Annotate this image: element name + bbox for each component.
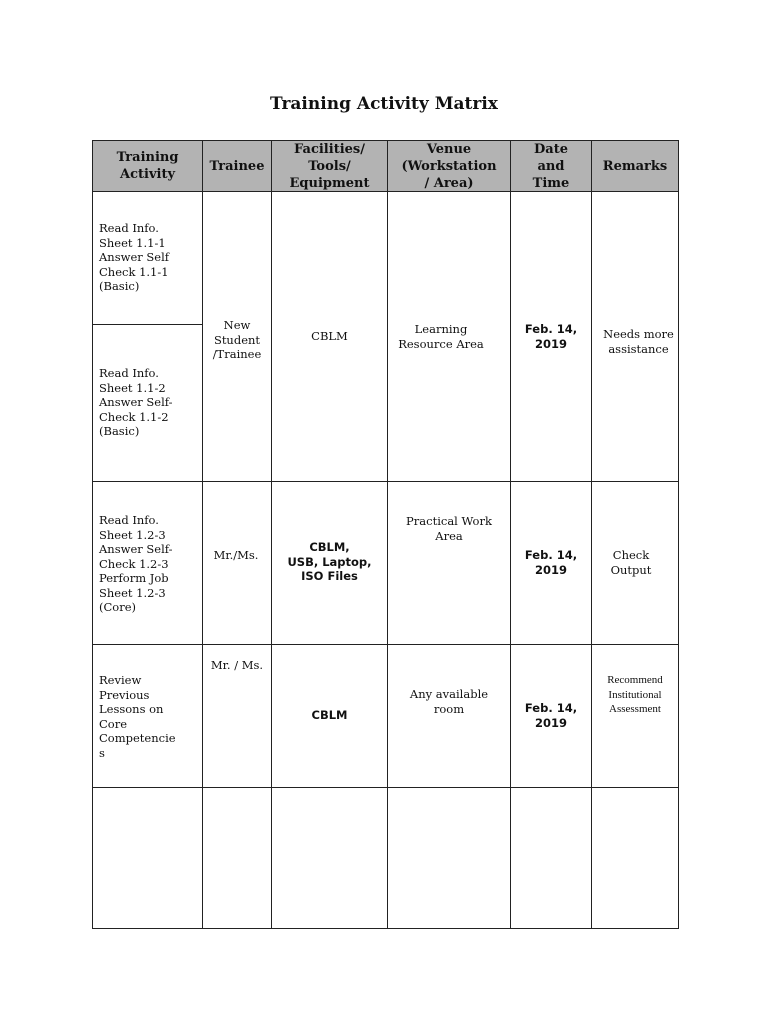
header-facilities: Facilities/ Tools/ Equipment — [289, 141, 370, 191]
trainee-cell: New Student /Trainee — [212, 318, 262, 361]
date-cell: Feb. 14, 2019 — [524, 701, 578, 730]
remarks-cell: Needs more assistance — [603, 327, 674, 356]
header-trainee: Trainee — [209, 158, 265, 174]
facilities-cell: CBLM — [311, 329, 348, 343]
activity-cell: Read Info. Sheet 1.2-3 Answer Self- Check 1.2-3 Perform Job Sheet 1.2-3 (Core) — [99, 513, 173, 614]
trainee-cell: Mr./Ms. — [213, 548, 259, 562]
facilities-cell: CBLM — [311, 708, 348, 722]
header-remarks: Remarks — [602, 158, 668, 174]
activity-cell: Read Info. Sheet 1.1-1 Answer Self Check 1.1-1 (Basic) — [99, 221, 170, 293]
facilities-cell: CBLM, USB, Laptop, ISO Files — [287, 540, 372, 583]
venue-cell: Learning Resource Area — [398, 322, 484, 351]
header-date-time: Date and Time — [532, 141, 570, 191]
header-venue: Venue (Workstation / Area) — [401, 141, 497, 191]
header-training-activity: Training Activity — [116, 150, 179, 182]
remarks-cell: Check Output — [610, 548, 652, 577]
venue-cell: Practical Work Area — [406, 514, 492, 543]
activity-cell: Review Previous Lessons on Core Competencie s — [99, 673, 176, 760]
venue-cell: Any available room — [409, 687, 489, 716]
document-title: Training Activity Matrix — [270, 94, 498, 114]
activity-cell: Read Info. Sheet 1.1-2 Answer Self- Check 1.1-2 (Basic) — [99, 366, 173, 438]
date-cell: Feb. 14, 2019 — [524, 322, 578, 351]
trainee-cell: Mr. / Ms. — [210, 658, 264, 672]
remarks-cell: Recommend Institutional Assessment — [607, 674, 663, 715]
date-cell: Feb. 14, 2019 — [524, 548, 578, 577]
